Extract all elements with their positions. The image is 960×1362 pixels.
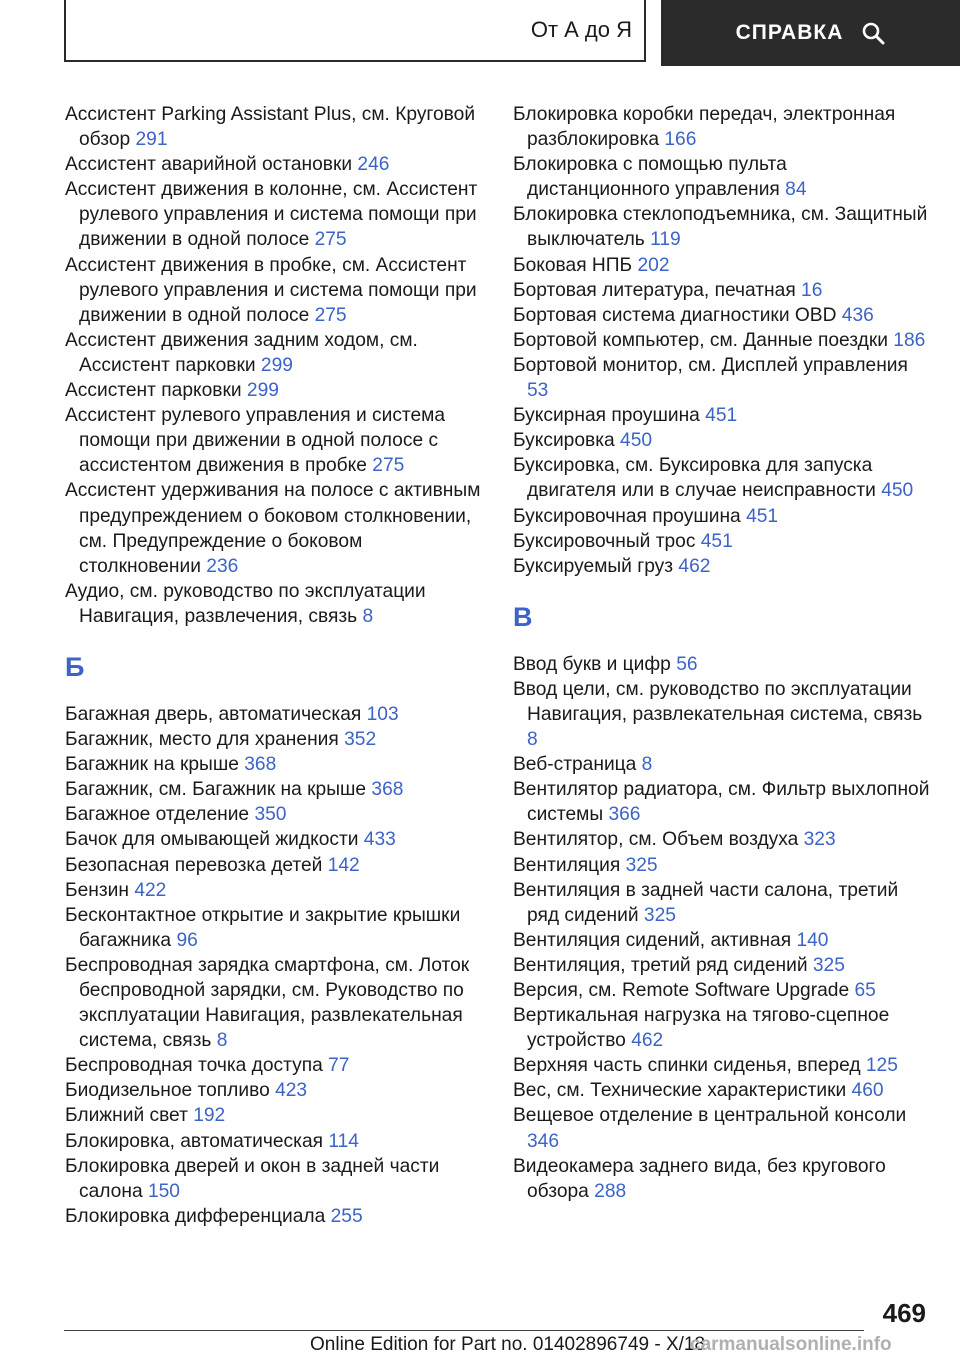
index-entry[interactable] <box>65 1103 485 1128</box>
page-link[interactable]: 291 <box>135 129 168 151</box>
page-link[interactable]: 56 <box>676 653 698 675</box>
page-link[interactable]: 125 <box>865 1055 898 1077</box>
index-entry-text: Видеокамера заднего вида, без кругового обзора <box>513 1155 886 1202</box>
index-entry[interactable] <box>513 928 933 953</box>
index-entry-text: Веб-страница <box>513 754 642 776</box>
index-entry[interactable] <box>65 1053 485 1078</box>
page-link[interactable]: 325 <box>812 954 845 976</box>
index-entry[interactable] <box>513 853 933 878</box>
page-link[interactable]: 275 <box>372 455 405 477</box>
page-header <box>0 0 960 66</box>
index-entry-text: Ассистент движения задним ходом, см. Ассистент парковки <box>65 329 418 376</box>
index-entry-text: Беспроводная точка доступа <box>65 1055 329 1077</box>
index-entry-text: Бесконтактное открытие и закрытие крышки багажника <box>65 904 461 951</box>
index-entry[interactable] <box>65 1204 485 1229</box>
index-entry-text: Вертикальная нагрузка на тягово-сцепное устройство <box>513 1005 890 1052</box>
index-entry[interactable] <box>65 903 485 953</box>
index-entry-text: Ближний свет <box>65 1105 194 1127</box>
index-entry[interactable] <box>65 1154 485 1204</box>
watermark: carmanualsonline.info <box>690 1334 892 1355</box>
page-link[interactable]: 451 <box>700 530 733 552</box>
index-entry-text: Бачок для омывающей жидкости <box>65 829 364 851</box>
index-entry-text: Версия, см. Remote Software Upgrade <box>513 980 855 1001</box>
page-link[interactable]: 325 <box>643 904 676 926</box>
index-entry[interactable] <box>513 278 933 303</box>
index-entry-text: Вентиляция в задней части салона, третий ряд сидений <box>513 879 899 926</box>
index-entry[interactable] <box>513 303 933 328</box>
page-link[interactable]: 275 <box>314 229 347 251</box>
index-entry[interactable] <box>513 529 933 554</box>
index-entry[interactable] <box>65 953 485 1053</box>
page-link[interactable]: 436 <box>841 304 874 326</box>
index-entry[interactable] <box>513 328 933 353</box>
index-entry[interactable] <box>513 554 933 579</box>
page-link[interactable]: 77 <box>328 1055 350 1077</box>
index-entry[interactable] <box>513 1078 933 1103</box>
page-link[interactable]: 166 <box>664 129 697 151</box>
index-entry[interactable] <box>513 827 933 852</box>
index-entry-text: Вентилятор радиатора, см. Фильтр выхлопной системы <box>513 779 930 826</box>
page-link[interactable]: 366 <box>608 804 641 826</box>
index-entry-text: Вес, см. Технические характеристики <box>513 1080 852 1102</box>
index-entry-text: Вентиляция сидений, активная <box>513 929 797 951</box>
index-column-left <box>65 102 485 1229</box>
index-entry-text: Бензин <box>65 879 135 901</box>
index-entry-text: Вентиляция, третий ряд сидений <box>513 954 813 976</box>
index-entry[interactable] <box>513 102 933 152</box>
index-entry-text: Ассистент рулевого управления и система помощи при движении в одной полосе с ассистентом движения в пробке <box>65 405 446 477</box>
page-link[interactable]: 8 <box>641 754 653 776</box>
index-entry-text: Багажная дверь, автоматическая <box>65 703 367 725</box>
index-entry-text: Ассистент парковки <box>65 380 247 402</box>
index-entry[interactable] <box>513 152 933 202</box>
index-entry-text: Ассистент движения в колонне, см. Ассистент рулевого управления и система помощи при движении в одной полосе <box>65 179 478 251</box>
page-link[interactable]: 114 <box>328 1130 359 1152</box>
page-link[interactable]: 460 <box>851 1080 884 1102</box>
index-entry[interactable] <box>513 677 933 752</box>
index-entry-text: Биодизельное топливо <box>65 1080 276 1102</box>
index-entry[interactable] <box>65 878 485 903</box>
search-icon[interactable] <box>861 21 885 45</box>
index-entry[interactable] <box>513 1103 933 1153</box>
index-entry[interactable] <box>65 802 485 827</box>
page-link[interactable]: 96 <box>176 929 198 951</box>
index-entry-text: Буксировка, см. Буксировка для запуска двигателя или в случае неисправности <box>513 455 882 502</box>
page-link[interactable]: 103 <box>366 703 399 725</box>
index-entry[interactable] <box>65 1078 485 1103</box>
index-entry-text: Блокировка стеклоподъемника, см. Защитный выключатель <box>513 204 928 251</box>
index-entry[interactable] <box>65 702 485 727</box>
footer-edition-text: Online Edition for Part no. 01402896749 - X/18 <box>310 1334 706 1355</box>
index-entry[interactable] <box>65 177 485 252</box>
index-entry-text: Вентиляция <box>513 854 626 876</box>
index-entry[interactable] <box>65 403 485 478</box>
index-entry[interactable] <box>513 202 933 252</box>
index-entry[interactable] <box>513 253 933 278</box>
index-entry-text: Багажник, место для хранения <box>65 729 345 751</box>
index-entry[interactable] <box>65 253 485 328</box>
index-entry-text: Аудио, см. руководство по эксплуатации Навигация, развлечения, связь <box>65 580 426 627</box>
page-link[interactable]: 423 <box>275 1080 308 1102</box>
index-entry[interactable] <box>65 777 485 802</box>
page-link[interactable]: 368 <box>244 754 277 776</box>
page-link[interactable]: 288 <box>594 1180 627 1202</box>
index-entry[interactable] <box>513 978 933 1003</box>
page-link[interactable]: 202 <box>637 254 670 276</box>
index-entry[interactable] <box>513 353 933 403</box>
index-entry[interactable] <box>513 652 933 677</box>
page-link[interactable]: 451 <box>746 505 779 527</box>
index-entry[interactable] <box>513 504 933 529</box>
page-link[interactable]: 352 <box>344 729 377 751</box>
index-entry[interactable] <box>65 853 485 878</box>
index-entry-text: Бортовая литература, печатная <box>513 279 802 301</box>
index-entry-text: Ассистент Parking Assistant Plus, см. Круговой обзор <box>65 104 476 151</box>
index-entry[interactable] <box>513 1003 933 1053</box>
index-entry[interactable] <box>513 953 933 978</box>
index-entry[interactable] <box>513 1053 933 1078</box>
page-link[interactable]: 53 <box>527 380 549 402</box>
index-entry[interactable] <box>65 727 485 752</box>
index-entry[interactable] <box>513 453 933 503</box>
index-entry-text: Буксирная проушина <box>513 405 706 427</box>
index-entry-text: Бортовой монитор, см. Дисплей управления <box>513 354 908 376</box>
page-link[interactable]: 346 <box>527 1130 560 1152</box>
page-link[interactable]: 192 <box>193 1105 226 1127</box>
help-tab-label: СПРАВКА <box>735 21 844 44</box>
page-link[interactable]: 450 <box>881 480 914 502</box>
index-entry[interactable] <box>65 328 485 378</box>
page-link[interactable]: 255 <box>330 1205 363 1227</box>
page-link[interactable]: 462 <box>678 555 711 577</box>
page-link[interactable]: 8 <box>527 729 538 751</box>
page-link[interactable]: 140 <box>796 929 829 951</box>
index-entry-text: Ассистент движения в пробке, см. Ассистент рулевого управления и система помощи при движении в одной полосе <box>65 254 477 326</box>
index-entry[interactable] <box>513 752 933 777</box>
index-entry[interactable] <box>513 1154 933 1204</box>
page-link[interactable]: 433 <box>363 829 396 851</box>
index-entry-text: Ассистент аварийной остановки <box>65 154 358 176</box>
page-link[interactable]: 236 <box>206 555 239 577</box>
help-tab[interactable] <box>661 0 960 66</box>
index-entry[interactable] <box>65 579 485 629</box>
index-entry-text: Ввод цели, см. руководство по эксплуатации Навигация, развлекательная система, связь <box>513 678 923 725</box>
page-link[interactable]: 8 <box>216 1030 228 1052</box>
page-link[interactable]: 65 <box>854 980 876 1001</box>
page-link[interactable]: 150 <box>147 1180 180 1202</box>
page-link[interactable]: 84 <box>785 179 807 201</box>
page-link[interactable]: 246 <box>357 154 390 176</box>
page-link[interactable]: 186 <box>893 329 926 351</box>
page-link[interactable]: 275 <box>314 304 347 326</box>
index-entry-text: Беспроводная зарядка смартфона, см. Лоток беспроводной зарядки, см. Руководство по эксплуатации Навигация, развлекательная система, связь <box>65 954 470 1052</box>
index-letter-heading: В <box>513 601 533 632</box>
index-entry[interactable] <box>513 403 933 428</box>
index-letter-heading: Б <box>65 651 85 682</box>
index-entry[interactable] <box>65 152 485 177</box>
section-tab-label: От А до Я <box>530 17 632 42</box>
index-entry-text: Бортовой компьютер, см. Данные поездки <box>513 329 894 351</box>
index-entry-text: Вещевое отделение в центральной консоли <box>513 1105 907 1127</box>
index-entry[interactable] <box>65 827 485 852</box>
index-entry[interactable] <box>513 777 933 827</box>
index-entry[interactable] <box>65 378 485 403</box>
index-entry-text: Багажник, см. Багажник на крыше <box>65 779 372 801</box>
page-link[interactable]: 450 <box>620 430 653 452</box>
section-tab[interactable] <box>64 0 646 62</box>
index-column-right <box>513 102 933 1204</box>
page-link[interactable]: 299 <box>246 380 279 402</box>
index-entry-text: Ассистент удерживания на полосе с активным предупреждением о боковом столкновении, см. Предупреждение о боковом столкновении <box>65 480 481 577</box>
index-entry-text: Блокировка дверей и окон в задней части салона <box>65 1155 440 1202</box>
index-entry-text: Блокировка, автоматическая <box>65 1130 329 1152</box>
page-link[interactable]: 368 <box>371 779 404 801</box>
index-entry[interactable] <box>513 428 933 453</box>
index-entry[interactable] <box>513 878 933 928</box>
index-entry-text: Вентилятор, см. Объем воздуха <box>513 829 804 851</box>
page-link[interactable]: 325 <box>625 854 658 876</box>
index-entry-text: Безопасная перевозка детей <box>65 854 328 876</box>
index-entry-text: Багажное отделение <box>65 804 255 826</box>
page-link[interactable]: 323 <box>803 829 836 851</box>
footer-divider <box>64 1330 864 1331</box>
index-entry-text: Боковая НПБ <box>513 254 638 276</box>
page-link[interactable]: 422 <box>134 879 167 901</box>
page-link[interactable]: 451 <box>705 405 738 427</box>
page-number: 469 <box>882 1298 926 1328</box>
index-entry[interactable] <box>65 752 485 777</box>
index-entry[interactable] <box>65 102 485 152</box>
page-link[interactable]: 119 <box>650 229 681 251</box>
page-link[interactable]: 16 <box>801 279 823 301</box>
index-entry-text: Блокировка дифференциала <box>65 1205 331 1227</box>
index-entry-text: Блокировка коробки передач, электронная разблокировка <box>513 104 896 151</box>
page-link[interactable]: 350 <box>254 804 287 826</box>
index-entry-text: Буксировка <box>513 430 621 452</box>
index-entry-text: Верхняя часть спинки сиденья, вперед <box>513 1055 866 1077</box>
index-entry-text: Ввод букв и цифр <box>513 653 677 675</box>
index-entry-text: Буксировочная проушина <box>513 505 747 527</box>
index-entry-text: Блокировка с помощью пульта дистанционного управления <box>513 154 787 201</box>
page-link[interactable]: 142 <box>327 854 360 876</box>
index-entry-text: Багажник на крыше <box>65 754 245 776</box>
index-entry-text: Бортовая система диагностики OBD <box>513 304 842 326</box>
page-link[interactable]: 462 <box>631 1030 664 1052</box>
index-entry-text: Буксируемый груз <box>513 555 679 577</box>
index-entry-text: Буксировочный трос <box>513 530 701 552</box>
page-link[interactable]: 299 <box>260 354 293 376</box>
page-link[interactable]: 8 <box>362 605 374 627</box>
index-entry[interactable] <box>65 478 485 578</box>
index-entry[interactable] <box>65 1129 485 1154</box>
